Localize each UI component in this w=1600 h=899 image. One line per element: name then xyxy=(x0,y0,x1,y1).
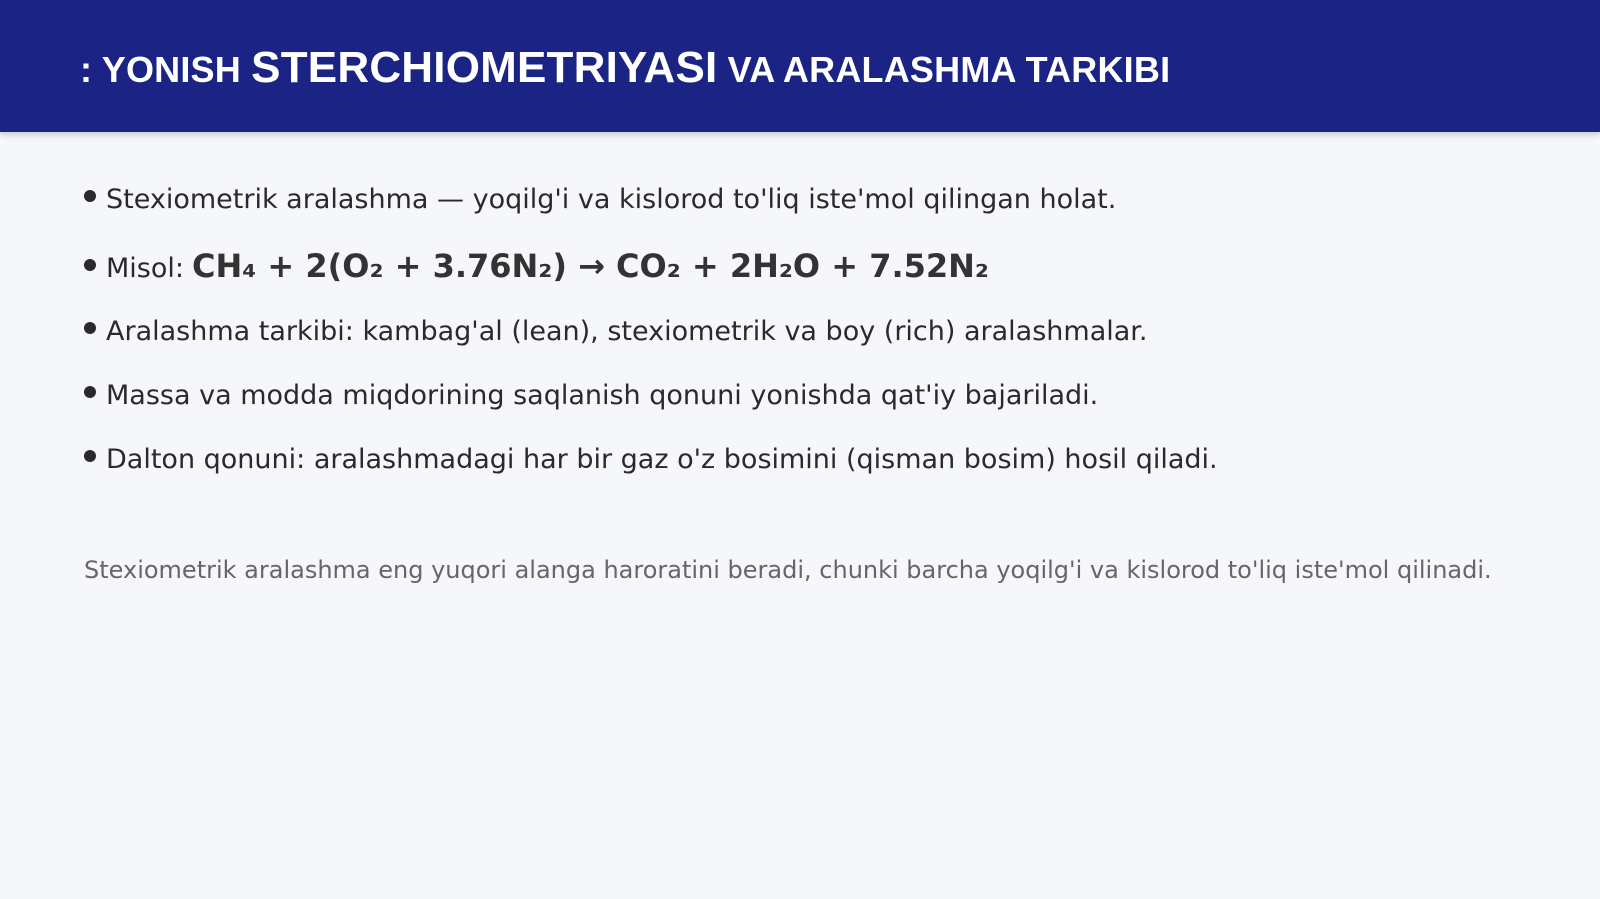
bullet-list xyxy=(84,168,1524,492)
bullet-text: Massa va modda miqdorining saqlanish qonuni yonishda qat'iy bajariladi. xyxy=(106,380,1099,411)
bullet-dot-icon xyxy=(84,259,96,271)
bullet-dot-icon xyxy=(84,190,96,202)
bullet-text: Stexiometrik aralashma — yoqilg'i va kislorod to'liq iste'mol qilingan holat. xyxy=(106,184,1117,215)
title-main: STERCHIOMETRIYASI xyxy=(251,43,718,92)
slide-content xyxy=(84,168,1524,492)
title-prefix: : YONISH xyxy=(80,49,252,90)
bullet-item xyxy=(84,300,1524,364)
slide-note: Stexiometrik aralashma eng yuqori alanga haroratini beradi, chunki barcha yoqilg'i va kislorod to'liq iste'mol qilinadi. xyxy=(84,556,1492,584)
bullet-item-example xyxy=(84,232,1524,300)
bullet-item xyxy=(84,364,1524,428)
bullet-dot-icon xyxy=(84,386,96,398)
bullet-dot-icon xyxy=(84,322,96,334)
slide-header xyxy=(0,0,1600,132)
bullet-text: Aralashma tarkibi: kambag'al (lean), stexiometrik va boy (rich) aralashmalar. xyxy=(106,316,1148,347)
bullet-item xyxy=(84,168,1524,232)
bullet-dot-icon xyxy=(84,450,96,462)
title-suffix: VA ARALASHMA TARKIBI xyxy=(717,49,1171,90)
slide-title xyxy=(80,40,1170,98)
bullet-item xyxy=(84,428,1524,492)
chemical-equation: CH₄ + 2(O₂ + 3.76N₂) → CO₂ + 2H₂O + 7.52N₂ xyxy=(191,247,989,285)
bullet-text: Misol: xyxy=(106,253,184,284)
bullet-text: Dalton qonuni: aralashmadagi har bir gaz o'z bosimini (qisman bosim) hosil qiladi. xyxy=(106,444,1218,475)
